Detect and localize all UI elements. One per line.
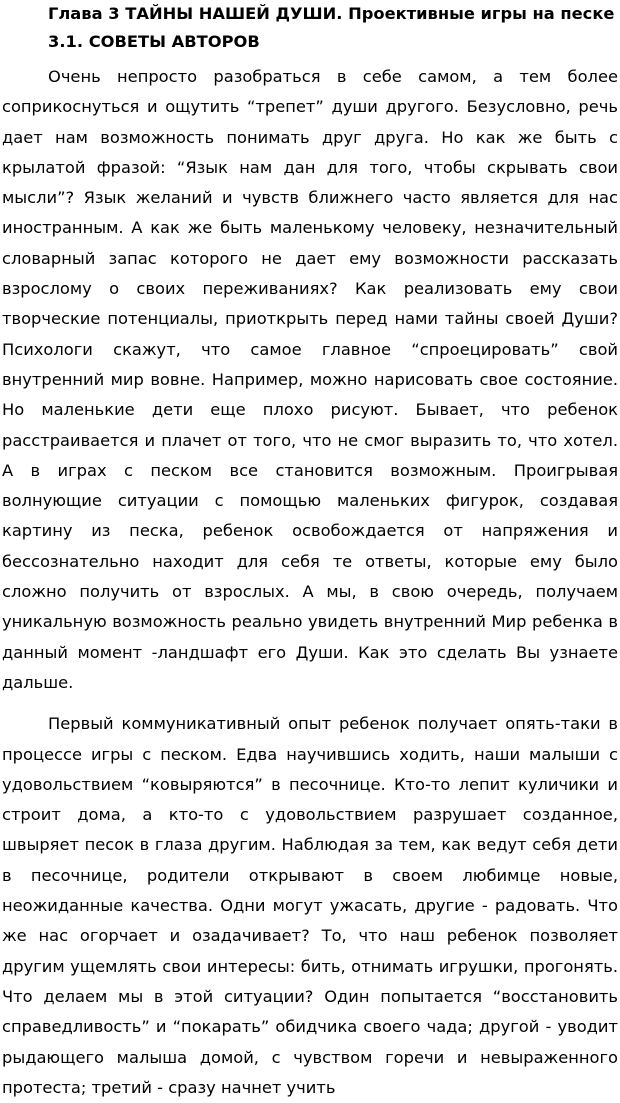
paragraph-1: Очень непросто разобраться в себе самом, а тем более соприкоснуться и ощутить “трепет” души другого. Безусловно, речь дает нам возможность понимать друг друга. Но как же быть с крылатой фразой: “Язык нам дан для того, чтобы скрывать свои мысли”? Язык желаний и чувств ближнего часто является для нас иностранным. А как же быть маленькому человеку, незначительный словарный запас которого не дает ему возможности рассказать взрослому о своих переживаниях? Как реализовать ему свои творческие потенциалы, приоткрыть перед нами тайны своей Души? Психологи скажут, что самое главное “спроецировать” свой внутренний мир вовне. Например, можно нарисовать свое состояние. Но маленькие дети еще плохо рисуют. Бывает, что ребенок расстраивается и плачет от того, что не смог выразить то, что хотел. А в играх с песком все становится возможным. Проигрывая волнующие ситуации с помощью маленьких фигурок, создавая картину из песка, ребенок освобождается от напряжения и бессознательно находит для себя те ответы, которые ему было сложно получить от взрослых. А мы, в свою очередь, получаем уникальную возможность реально увидеть внутренний Мир ребенка в данный момент -ландшафт его Души. Как это сделать Вы узнаете дальше. — [2, 67, 618, 692]
section-heading: 3.1. СОВЕТЫ АВТОРОВ — [48, 32, 260, 51]
paragraph-2: Первый коммуникативный опыт ребенок получает опять-таки в процессе игры с песком. Едва научившись ходить, наши малыши с удовольствием “ковыряются” в песочнице. Кто-то лепит куличики и строит дома, а кто-то с удовольствием разрушает созданное, швыряет песок в глаза другим. Наблюдая за тем, как ведут себя дети в песочнице, родители открывают в своем любимце новые, неожиданные качества. Одни могут ужасать, другие - радовать. Что же нас огорчает и озадачивает? То, что наш ребенок позволяет другим ущемлять свои интересы: бить, отнимать игрушки, прогонять. Что делаем мы в этой ситуации? Один попытается “восстановить справедливость” и “покарать” обидчика своего чада; другой - уводит рыдающего малыша домой, с чувством горечи и невыраженного протеста; третий - сразу начнет учить — [2, 714, 618, 1097]
chapter-heading: Глава 3 ТАЙНЫ НАШЕЙ ДУШИ. Проективные игры на песке — [48, 4, 615, 23]
